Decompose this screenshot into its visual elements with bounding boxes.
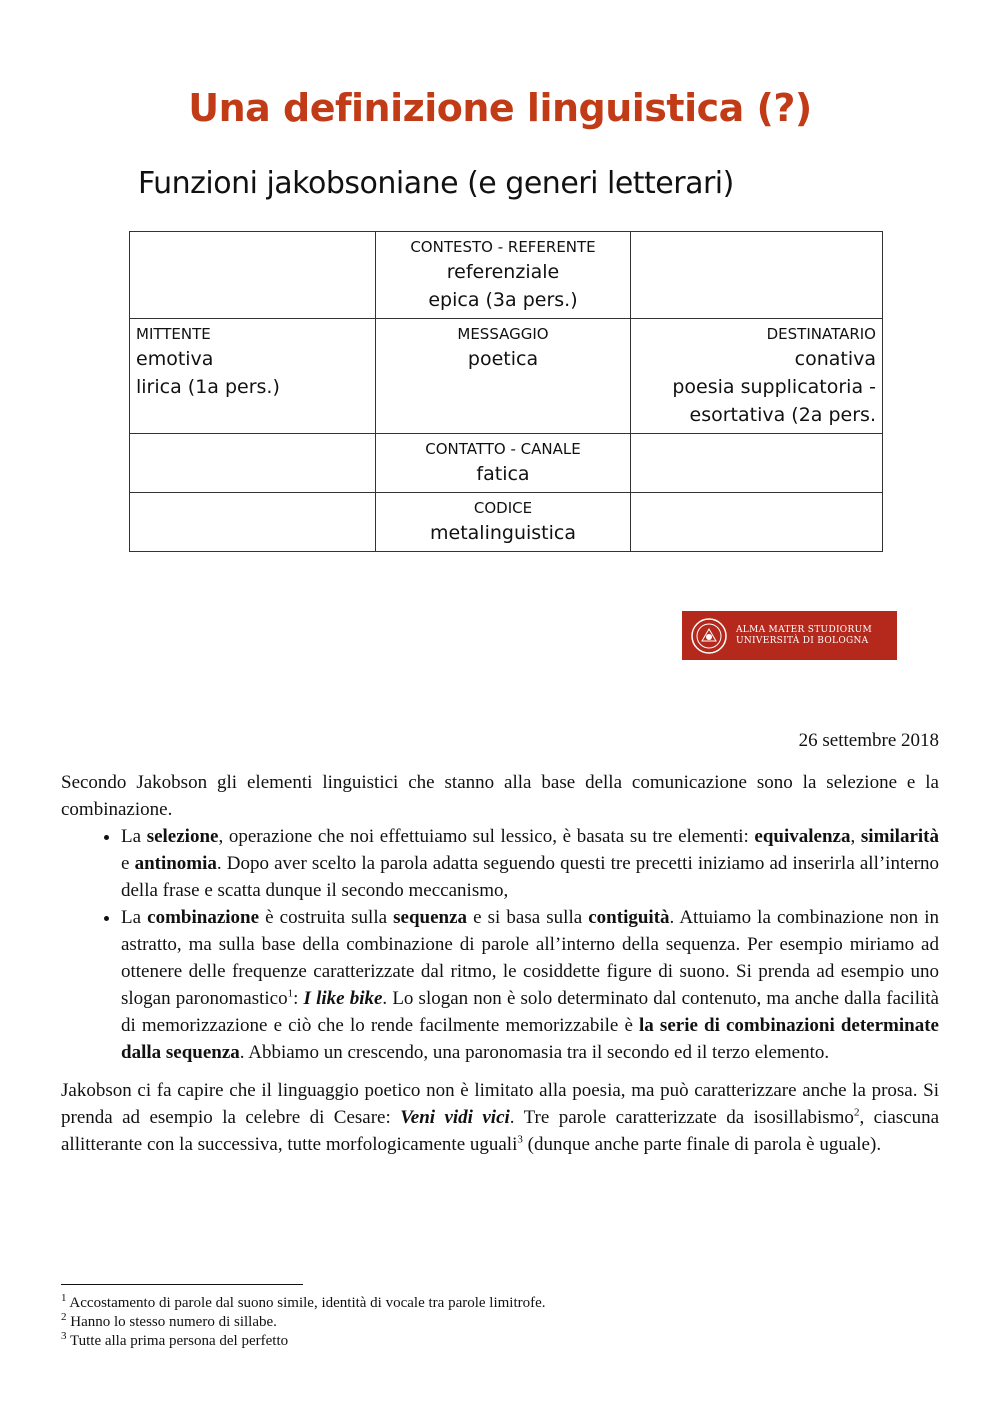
document-body <box>61 769 939 1158</box>
text-run: La <box>121 826 147 847</box>
footnotes <box>61 1294 546 1351</box>
slide-subtitle: Funzioni jakobsoniane (e generi letterari) <box>138 166 734 201</box>
contatto-label: CONTATTO - CANALE <box>425 440 581 458</box>
bullet-selezione <box>121 823 939 904</box>
messaggio-function: poetica <box>467 348 539 370</box>
bullet-combinazione <box>121 904 939 1066</box>
cell-contesto <box>376 232 631 319</box>
paragraph-poetic <box>61 1077 939 1158</box>
text-run: . Lo slogan non è solo determinato dal contenuto, ma anche dalla facilità di memorizzazione e ciò che lo rende facilmente memorizzabile è <box>121 988 939 1036</box>
seal-icon <box>690 617 728 655</box>
jakobson-functions-table <box>129 231 883 552</box>
table-cell-empty <box>130 232 376 319</box>
codice-function: metalinguistica <box>430 522 576 544</box>
mittente-label: MITTENTE <box>136 325 211 343</box>
cell-codice <box>376 493 631 552</box>
contesto-function: referenziale <box>446 261 560 283</box>
text-run: , ciascuna allitterante con la successiva, tutte morfologicamente uguali <box>61 1107 940 1155</box>
footnote-number: 1 <box>61 1292 67 1304</box>
cell-mittente <box>130 319 376 434</box>
footnote <box>61 1332 546 1351</box>
contatto-function: fatica <box>476 463 530 485</box>
table-cell-empty <box>130 434 376 493</box>
footnote <box>61 1313 546 1332</box>
mittente-genre: lirica (1a pers.) <box>136 376 280 398</box>
bold-italic-term: Veni vidi vici <box>400 1107 510 1128</box>
bold-italic-term: I like bike <box>303 988 383 1009</box>
text-run: , operazione che noi effettuiamo sul lessico, è basata su tre elementi: <box>218 826 755 847</box>
bold-term: equivalenza <box>754 826 851 847</box>
contesto-genre: epica (3a pers.) <box>428 289 578 311</box>
bold-term: contiguità <box>588 907 670 928</box>
text-run: e <box>121 853 135 874</box>
text-run: . Tre parole caratterizzate da isosillabismo <box>509 1107 854 1128</box>
cell-messaggio <box>376 319 631 434</box>
logo-line-1: ALMA MATER STUDIORUM <box>736 624 872 635</box>
table-cell-empty <box>631 434 883 493</box>
cell-contatto <box>376 434 631 493</box>
messaggio-label: MESSAGGIO <box>457 325 549 343</box>
bullet-list <box>61 823 939 1066</box>
text-run: . Abbiamo un crescendo, una paronomasia tra il secondo ed il terzo elemento. <box>239 1042 830 1063</box>
footnote-number: 3 <box>61 1330 67 1342</box>
footnote-ref[interactable]: 3 <box>517 1133 523 1146</box>
bold-term: la serie di combinazioni determinate dalla sequenza <box>121 1015 939 1063</box>
text-run: . Attuiamo la combinazione non in astratto, ma sulla base della combinazione di parole all’interno della sequenza. Per esempio miriamo ad ottenere delle frequenze caratterizzate dal ritmo, le cosiddette figure di suono. Si prenda ad esempio uno slogan paronomastico <box>121 907 940 1009</box>
text-run: Jakobson ci fa capire che il linguaggio poetico non è limitato alla poesia, ma può caratterizzare anche la prosa. Si prenda ad esempio la celebre di Cesare: <box>61 1080 939 1128</box>
mittente-function: emotiva <box>136 348 214 370</box>
destinatario-genre-1: poesia supplicatoria - <box>672 376 876 398</box>
table-cell-empty <box>631 493 883 552</box>
footnote-text: Hanno lo stesso numero di sillabe. <box>66 1314 277 1330</box>
bold-term: combinazione <box>147 907 260 928</box>
page-title: Una definizione linguistica (?) <box>188 86 812 130</box>
text-run: (dunque anche parte finale di parola è uguale). <box>522 1134 882 1155</box>
text-run: , <box>850 826 861 847</box>
bold-term: antinomia <box>134 853 217 874</box>
footnote-separator <box>61 1284 303 1285</box>
destinatario-function: conativa <box>794 348 876 370</box>
footnote-ref[interactable]: 2 <box>853 1106 860 1119</box>
bold-term: sequenza <box>393 907 468 928</box>
contesto-label: CONTESTO - REFERENTE <box>410 238 596 256</box>
text-run: : <box>293 988 304 1009</box>
university-logo <box>682 611 897 660</box>
logo-line-2: UNIVERSITÀ DI BOLOGNA <box>736 635 869 646</box>
footnote-text: Accostamento di parole dal suono simile, identità di vocale tra parole limitrofe. <box>66 1295 546 1311</box>
text-run: è costruita sulla <box>259 907 394 928</box>
bold-term: selezione <box>146 826 219 847</box>
footnote-text: Tutte alla prima persona del perfetto <box>66 1333 289 1349</box>
destinatario-label: DESTINATARIO <box>766 325 876 343</box>
logo-text <box>736 625 872 647</box>
text-run: e si basa sulla <box>467 907 589 928</box>
text-run: . Dopo aver scelto la parola adatta seguendo questi tre precetti iniziamo ad inserirla all’interno della frase e scatta dunque il secondo meccanismo, <box>121 853 939 901</box>
document-date: 26 settembre 2018 <box>798 730 939 751</box>
table-cell-empty <box>130 493 376 552</box>
text-run: La <box>121 907 148 928</box>
footnote-ref[interactable]: 1 <box>287 987 294 1000</box>
footnote-number: 2 <box>61 1311 67 1323</box>
destinatario-genre-2: esortativa (2a pers. <box>689 404 876 426</box>
bold-term: similarità <box>860 826 939 847</box>
cell-destinatario <box>631 319 883 434</box>
table-cell-empty <box>631 232 883 319</box>
codice-label: CODICE <box>473 499 533 517</box>
footnote <box>61 1294 546 1313</box>
paragraph-intro: Secondo Jakobson gli elementi linguistici che stanno alla base della comunicazione sono la selezione e la combinazione. <box>61 772 939 820</box>
